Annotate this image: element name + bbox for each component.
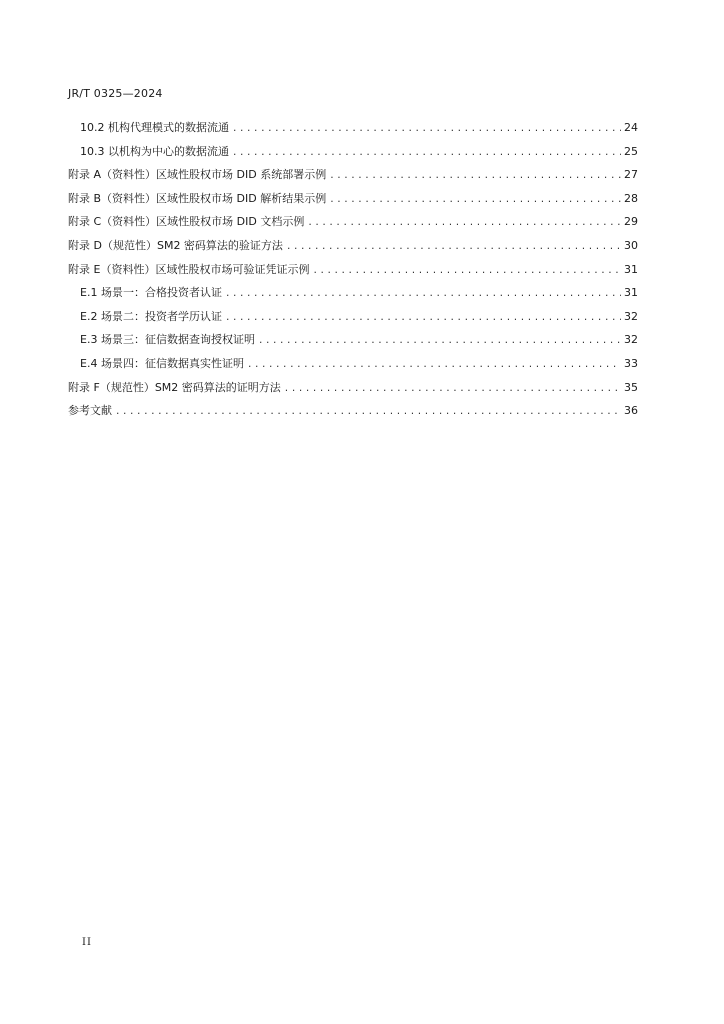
toc-entry[interactable] [68, 163, 638, 187]
toc-entry-title: 附录 A（资料性）区域性股权市场 DID 系统部署示例 [68, 168, 327, 182]
dot-leader [225, 307, 621, 331]
toc-entry[interactable] [68, 258, 638, 282]
toc-entry-title: 10.2 机构代理模式的数据流通 [80, 121, 229, 134]
standard-code-header: JR/T 0325—2024 [68, 87, 163, 100]
toc-entry[interactable] [68, 305, 638, 329]
toc-entry-page: 36 [624, 404, 638, 418]
dot-leader [115, 401, 621, 425]
toc-entry-page: 29 [624, 215, 638, 229]
toc-entry-title: 附录 F（规范性）SM2 密码算法的证明方法 [68, 380, 281, 394]
toc-entry[interactable] [68, 399, 638, 423]
toc-entry[interactable] [68, 328, 638, 352]
dot-leader [258, 330, 621, 354]
toc-entry-title: E.1 场景一：合格投资者认证 [80, 286, 222, 300]
toc-entry[interactable] [68, 116, 638, 140]
toc-entry-page: 35 [624, 380, 638, 394]
toc-entry[interactable] [68, 234, 638, 258]
toc-entry-title: 附录 D（规范性）SM2 密码算法的验证方法 [68, 238, 283, 252]
toc-entry-title: 附录 C（资料性）区域性股权市场 DID 文档示例 [68, 215, 305, 229]
toc-entry-page: 27 [624, 168, 638, 182]
toc-entry-page: 28 [624, 191, 638, 205]
toc-entry-title: E.3 场景三：征信数据查询授权证明 [80, 333, 255, 347]
toc-entry[interactable] [68, 281, 638, 305]
page-number: II [82, 937, 92, 948]
toc-entry[interactable] [68, 140, 638, 164]
dot-leader [284, 378, 621, 402]
dot-leader [232, 142, 621, 166]
toc-entry-page: 31 [624, 286, 638, 300]
toc-entry[interactable] [68, 376, 638, 400]
dot-leader [232, 118, 621, 142]
toc-entry-title: E.4 场景四：征信数据真实性证明 [80, 356, 244, 370]
dot-leader [307, 212, 621, 236]
toc-entry[interactable] [68, 352, 638, 376]
toc-entry-page: 30 [624, 238, 638, 252]
toc-entry-page: 32 [624, 309, 638, 323]
dot-leader [247, 354, 621, 378]
toc-entry-page: 32 [624, 333, 638, 347]
toc-entry-title: 参考文献 [68, 404, 112, 418]
dot-leader [312, 260, 621, 284]
dot-leader [329, 165, 621, 189]
dot-leader [225, 283, 621, 307]
toc-entry[interactable] [68, 210, 638, 234]
toc-entry-page: 33 [624, 356, 638, 370]
dot-leader [286, 236, 621, 260]
toc-entry-title: 附录 B（资料性）区域性股权市场 DID 解析结果示例 [68, 191, 327, 205]
toc-entry-page: 31 [624, 262, 638, 276]
toc-entry-title: E.2 场景二：投资者学历认证 [80, 309, 222, 323]
toc-entry[interactable] [68, 187, 638, 211]
table-of-contents [68, 116, 638, 423]
toc-entry-title: 附录 E（资料性）区域性股权市场可验证凭证示例 [68, 262, 310, 276]
dot-leader [329, 189, 621, 213]
toc-entry-title: 10.3 以机构为中心的数据流通 [80, 144, 229, 158]
toc-entry-page: 24 [624, 121, 638, 134]
toc-entry-page: 25 [624, 144, 638, 158]
